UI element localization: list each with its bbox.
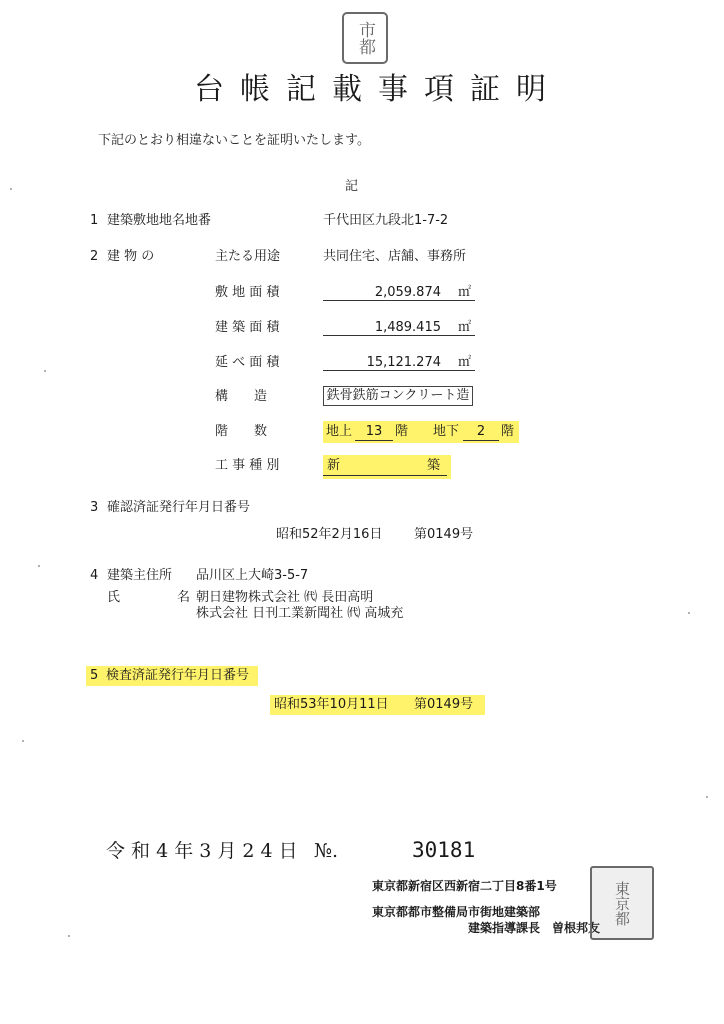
top-seal-text: 市都 (355, 21, 375, 55)
construction-type-value-a: 新 (327, 458, 341, 473)
certificate-number-label: №. (314, 840, 339, 862)
floors-below-prefix: 地下 (433, 424, 460, 439)
scan-speck (38, 565, 40, 567)
building-area-label: 建 築 面 積 (215, 320, 280, 335)
usage-label: 主たる用途 (215, 249, 281, 264)
item1-value: 千代田区九段北1-7-2 (323, 213, 449, 228)
issuer-office: 東京都都市整備局市街地建築部 (372, 905, 541, 919)
floor-area-value: 15,121.274 (366, 355, 441, 370)
item4-name-1: 朝日建物株式会社 ㈹ 長田高明 (196, 590, 374, 605)
building-area-unit: ㎡ (457, 320, 471, 335)
structure-value: 鉄骨鉄筋コンクリート造 (323, 386, 473, 406)
item3-date: 昭和52年2月16日 (276, 527, 383, 542)
item2-label: 建 物 の (107, 249, 155, 264)
floor-area-label: 延 べ 面 積 (215, 355, 280, 370)
issuer-address: 東京都新宿区西新宿二丁目8番1号 (372, 879, 557, 893)
item3-number-value: 第0149号 (414, 527, 474, 542)
item4-address-label: 建築主住所 (107, 568, 173, 583)
top-seal-stamp (342, 12, 388, 64)
construction-type-field (323, 458, 447, 476)
item4-name-2: 株式会社 日刊工業新聞社 ㈹ 高城充 (196, 606, 404, 621)
structure-label: 構 造 (215, 389, 268, 404)
document-title: 台帳記載事項証明 (194, 72, 562, 107)
item5-date: 昭和53年10月11日 (274, 697, 389, 712)
site-area-value: 2,059.874 (374, 285, 441, 300)
floor-area-field (323, 353, 475, 371)
floors-above-prefix: 地上 (326, 424, 353, 439)
certificate-number: 30181 (412, 838, 476, 862)
item4-number: 4 (90, 568, 99, 583)
ki-label: 記 (345, 179, 359, 194)
scan-speck (10, 188, 12, 190)
item1-number: 1 (90, 213, 99, 228)
item5-header-highlight (86, 666, 258, 686)
floors-label: 階 数 (215, 424, 268, 439)
scan-speck (22, 740, 24, 742)
item5-number-value: 第0149号 (414, 697, 474, 712)
item4-address: 品川区上大崎3-5-7 (196, 568, 309, 583)
official-seal-stamp (590, 866, 654, 940)
item3-label: 確認済証発行年月日番号 (107, 500, 251, 515)
usage-value: 共同住宅、店舗、事務所 (323, 249, 467, 264)
item1-label: 建築敷地地名地番 (107, 213, 212, 228)
floors-below-suffix: 階 (501, 424, 515, 439)
item5-number: 5 (90, 668, 99, 683)
scan-speck (68, 935, 70, 937)
construction-type-label: 工 事 種 別 (215, 458, 280, 473)
official-seal-text: 東京都 (613, 880, 631, 926)
issuer-official: 建築指導課長 曽根邦友 (468, 921, 601, 935)
item4-name-label-b: 名 (177, 590, 191, 605)
site-area-field (323, 283, 475, 301)
intro-text: 下記のとおり相違ないことを証明いたします。 (98, 133, 370, 148)
scan-speck (706, 796, 708, 798)
construction-type-value-b: 築 (427, 458, 441, 473)
item5-label: 検査済証発行年月日番号 (106, 668, 250, 683)
scan-speck (688, 612, 690, 614)
item5-value-highlight (270, 695, 485, 715)
floors-above-suffix: 階 (395, 424, 409, 439)
site-area-label: 敷 地 面 積 (215, 285, 280, 300)
floors-highlight (323, 421, 519, 443)
building-area-value: 1,489.415 (374, 320, 441, 335)
construction-type-highlight (323, 455, 451, 479)
item2-number: 2 (90, 249, 99, 264)
building-area-field (323, 318, 475, 336)
item3-number: 3 (90, 500, 99, 515)
issue-date: 令 和 4 年 3 月 2 4 日 (106, 840, 298, 862)
floors-below-value: 2 (463, 424, 499, 441)
floors-above-value: 13 (355, 424, 393, 441)
site-area-unit: ㎡ (457, 285, 471, 300)
scan-speck (44, 370, 46, 372)
item4-name-label-a: 氏 (107, 590, 121, 605)
floor-area-unit: ㎡ (457, 355, 471, 370)
